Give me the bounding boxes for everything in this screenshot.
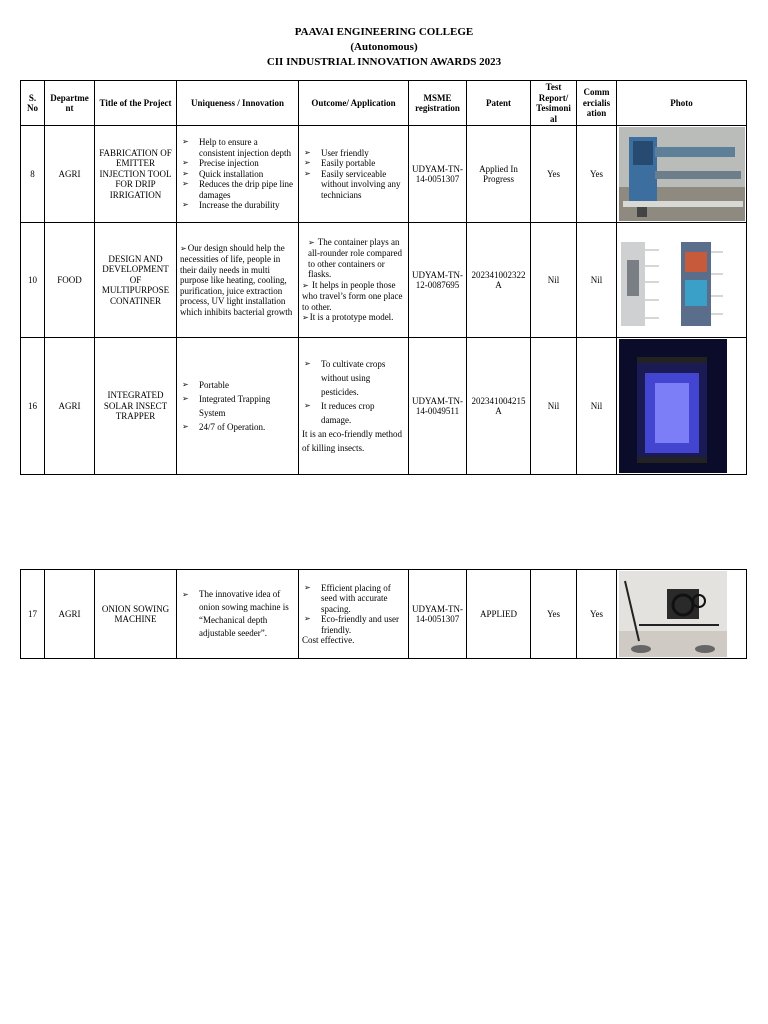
table-row bbox=[21, 570, 747, 659]
cell-patent: Applied In Progress bbox=[467, 126, 531, 223]
cell-uniqueness bbox=[177, 338, 299, 475]
cell-outcome bbox=[299, 570, 409, 659]
list-item: ➢ 24/7 of Operation. bbox=[180, 420, 295, 434]
list-item: ➢ Eco-friendly and user friendly. bbox=[302, 614, 405, 635]
insect-trapper-photo bbox=[619, 339, 727, 473]
list-item: ➢ The innovative idea of onion sowing machine is “Mechanical depth adjustable seeder”. bbox=[180, 588, 295, 640]
list-item: ➢ Efficient placing of seed with accurate spacing. bbox=[302, 583, 405, 615]
outcome-item: ➢ The container plays an all-rounder role compared to other containers or flasks. bbox=[302, 237, 405, 280]
cell-sno: 8 bbox=[21, 126, 45, 223]
cell-comm: Yes bbox=[577, 570, 617, 659]
col-department: Departme nt bbox=[45, 81, 95, 126]
cell-test: Yes bbox=[531, 126, 577, 223]
cell-sno: 16 bbox=[21, 338, 45, 475]
list-item: ➢ Precise injection bbox=[180, 158, 295, 169]
cell-title: ONION SOWING MACHINE bbox=[95, 570, 177, 659]
college-name: PAAVAI ENGINEERING COLLEGE bbox=[294, 26, 474, 38]
col-patent: Patent bbox=[467, 81, 531, 126]
table-row bbox=[21, 223, 747, 338]
cell-title: DESIGN AND DEVELOPMENT OF MULTIPURPOSE CONATINER bbox=[95, 223, 177, 338]
container-diagram-photo bbox=[619, 230, 745, 330]
list-item: ➢ Easily serviceable without involving any technicians bbox=[302, 169, 405, 201]
col-photo: Photo bbox=[617, 81, 747, 126]
arrow-bullet-icon bbox=[180, 243, 188, 253]
list-item: ➢ Portable bbox=[180, 378, 295, 392]
list-item: ➢ It reduces crop damage. bbox=[302, 399, 405, 427]
cell-dept: AGRI bbox=[45, 126, 95, 223]
col-outcome: Outcome/ Application bbox=[299, 81, 409, 126]
projects-table-continued bbox=[20, 569, 747, 659]
outcome-item: ➢ It helps in people those who travel’s form one place to other. bbox=[302, 280, 405, 313]
col-sno: S. No bbox=[21, 81, 45, 126]
cell-outcome bbox=[299, 126, 409, 223]
cell-patent: 202341004215 A bbox=[467, 338, 531, 475]
cell-patent: 202341002322 A bbox=[467, 223, 531, 338]
col-commercialisation: Comm ercialis ation bbox=[577, 81, 617, 126]
outcome-item: ➢ It is a prototype model. bbox=[302, 312, 405, 324]
cell-photo bbox=[617, 338, 747, 475]
cell-outcome bbox=[299, 223, 409, 338]
col-title: Title of the Project bbox=[95, 81, 177, 126]
table-row bbox=[21, 126, 747, 223]
cell-msme: UDYAM-TN-14-0049511 bbox=[409, 338, 467, 475]
awards-title: CII INDUSTRIAL INNOVATION AWARDS 2023 bbox=[266, 56, 502, 68]
cell-comm: Yes bbox=[577, 126, 617, 223]
cell-msme: UDYAM-TN-14-0051307 bbox=[409, 126, 467, 223]
list-item: ➢ Reduces the drip pipe line damages bbox=[180, 179, 295, 200]
list-item: ➢ To cultivate crops without using pesticides. bbox=[302, 357, 405, 399]
onion-sowing-machine-photo bbox=[619, 571, 727, 657]
cell-dept: FOOD bbox=[45, 223, 95, 338]
outcome-extra: Cost effective. bbox=[302, 635, 355, 645]
cell-photo bbox=[617, 223, 747, 338]
cell-uniqueness bbox=[177, 223, 299, 338]
document-header bbox=[0, 25, 768, 70]
outcome-extra: It is an eco-friendly method of killing insects. bbox=[302, 429, 402, 453]
col-uniqueness: Uniqueness / Innovation bbox=[177, 81, 299, 126]
list-item: ➢ Help to ensure a consistent injection depth bbox=[180, 137, 295, 158]
cell-comm: Nil bbox=[577, 223, 617, 338]
cell-photo bbox=[617, 570, 747, 659]
cell-test: Nil bbox=[531, 338, 577, 475]
cell-patent: APPLIED bbox=[467, 570, 531, 659]
cell-test: Nil bbox=[531, 223, 577, 338]
col-msme: MSME registration bbox=[409, 81, 467, 126]
arrow-bullet-icon bbox=[302, 312, 310, 322]
cell-dept: AGRI bbox=[45, 570, 95, 659]
list-item: ➢ Increase the durability bbox=[180, 200, 295, 211]
arrow-bullet-icon bbox=[308, 237, 316, 247]
list-item: ➢ User friendly bbox=[302, 148, 405, 159]
cell-msme: UDYAM-TN-12-0087695 bbox=[409, 223, 467, 338]
cell-comm: Nil bbox=[577, 338, 617, 475]
projects-table bbox=[20, 80, 747, 475]
cell-title: FABRICATION OF EMITTER INJECTION TOOL FOR DRIP IRRIGATION bbox=[95, 126, 177, 223]
arrow-bullet-icon bbox=[302, 280, 310, 290]
cell-uniqueness bbox=[177, 126, 299, 223]
table-header-row bbox=[21, 81, 747, 126]
cell-msme: UDYAM-TN-14-0051307 bbox=[409, 570, 467, 659]
cell-test: Yes bbox=[531, 570, 577, 659]
table-row bbox=[21, 338, 747, 475]
cell-uniqueness bbox=[177, 570, 299, 659]
list-item: ➢ Easily portable bbox=[302, 158, 405, 169]
cell-sno: 17 bbox=[21, 570, 45, 659]
emitter-tool-photo bbox=[619, 127, 745, 221]
col-test-report: Test Report/ Tesimoni al bbox=[531, 81, 577, 126]
cell-photo bbox=[617, 126, 747, 223]
cell-sno: 10 bbox=[21, 223, 45, 338]
list-item: ➢ Quick installation bbox=[180, 169, 295, 180]
list-item: ➢ Integrated Trapping System bbox=[180, 392, 295, 420]
cell-title: INTEGRATED SOLAR INSECT TRAPPER bbox=[95, 338, 177, 475]
autonomous-label: (Autonomous) bbox=[350, 41, 418, 53]
cell-dept: AGRI bbox=[45, 338, 95, 475]
uniqueness-text: Our design should help the necessities of life, people in their daily needs in multi purpose like heating, cooling, purification, juice extraction process, UV light installation which inhibits bacterial growth bbox=[180, 242, 293, 317]
cell-outcome bbox=[299, 338, 409, 475]
